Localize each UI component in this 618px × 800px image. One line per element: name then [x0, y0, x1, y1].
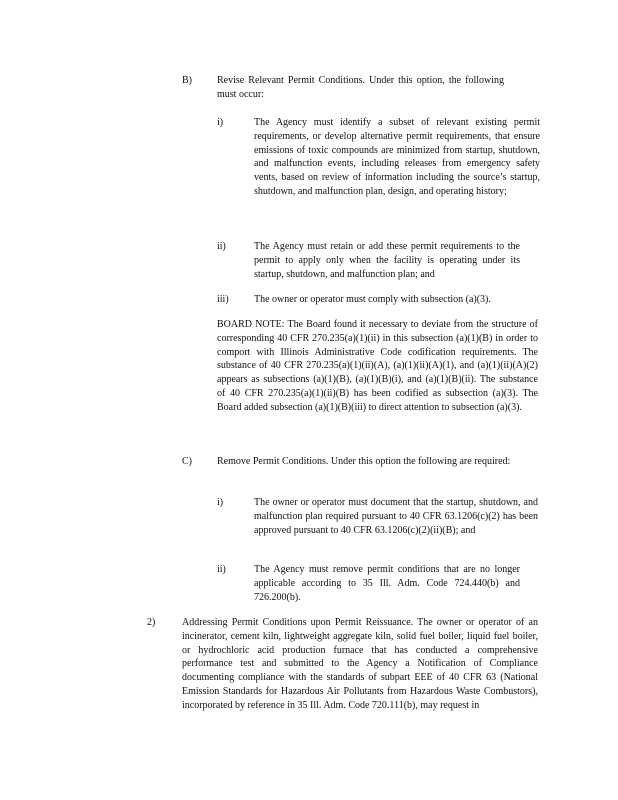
item-2-text: Addressing Permit Conditions upon Permit Reissuance. The owner or operator of an incinerator, cement kiln, lightweight aggregate kiln, solid fuel boiler, liquid fuel boiler, or hydrochloric acid production furnace that has conducted a comprehensive performance test and submitted to the Agency a Notification of Compliance documenting compliance with the standards of subpart EEE of 40 CFR 63 (National Emission Standards for Hazardous Air Pollutants from Hazardous Waste Combustors), incorporated by reference in 35 Ill. Adm. Code 720.111(b), may request in	[182, 617, 538, 711]
item-b-text: Revise Relevant Permit Conditions. Under this option, the following must occur:	[217, 75, 504, 100]
item-c-ii-text: The Agency must remove permit conditions that are no longer applicable according to 35 Ill. Adm. Code 724.440(b) and 726.200(b).	[254, 564, 520, 603]
item-c-i-text: The owner or operator must document that the startup, shutdown, and malfunction plan required pursuant to 40 CFR 63.1206(c)(2) has been approved pursuant to 40 CFR 63.1206(c)(2)(ii)(B); and	[254, 497, 538, 536]
item-b-i-label: i)	[217, 117, 224, 128]
item-c-text: Remove Permit Conditions. Under this option the following are required:	[217, 456, 511, 467]
item-c-i-label: i)	[217, 497, 224, 508]
item-b-iii-label: iii)	[217, 294, 229, 305]
item-b-label: B)	[182, 75, 192, 86]
item-b-i-text: The Agency must identify a subset of relevant existing permit requirements, or develop alternative permit requirements, that ensure emissions of toxic compounds are minimized from startup, shutdown, and malfunction events, including releases from emergency safety vents, based on review of information including the source’s startup, shutdown, and malfunction plan, design, and operating history;	[254, 117, 540, 197]
board-note: BOARD NOTE: The Board found it necessary to deviate from the structure of corresponding 40 CFR 270.235(a)(1)(ii) in this subsection (a)(1)(B) in order to comport with Illinois Administrative Code codification requirements. The substance of 40 CFR 270.235(a)(1)(ii)(A), (a)(1)(ii)(A)(1), and (a)(1)(ii)(A)(2) appears as subsections (a)(1)(B), (a)(1)(B)(i), and (a)(1)(B)(ii). The substance of 40 CFR 270.235(a)(1)(ii)(B) has been codified as subsection (a)(3). The Board added subsection (a)(1)(B)(iii) to direct attention to subsection (a)(3).	[217, 319, 538, 413]
item-c-label: C)	[182, 456, 192, 467]
item-2-label: 2)	[147, 617, 156, 628]
item-b-ii-text: The Agency must retain or add these permit requirements to the permit to apply only when the facility is operating under its startup, shutdown, and malfunction plan; and	[254, 241, 520, 280]
item-b-ii-label: ii)	[217, 241, 226, 252]
item-c-ii-label: ii)	[217, 564, 226, 575]
item-b-iii-text: The owner or operator must comply with subsection (a)(3).	[254, 294, 491, 305]
